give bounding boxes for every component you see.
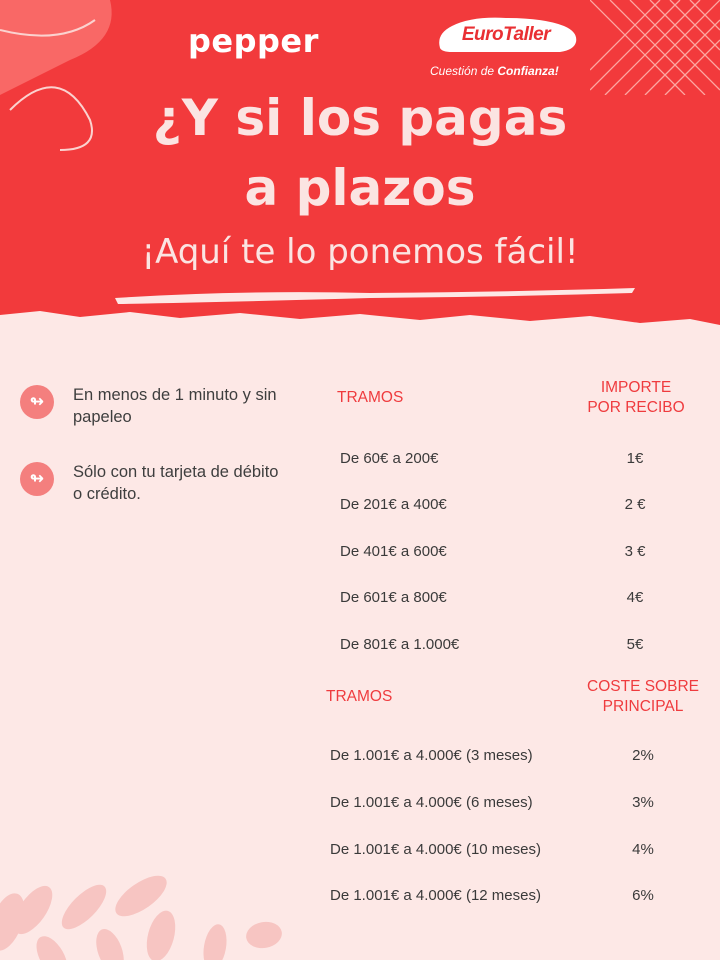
table2-header-coste: COSTE SOBRE PRINCIPAL	[587, 678, 699, 715]
table1-range: De 201€ a 400€	[340, 496, 447, 513]
decorative-petal	[91, 925, 129, 960]
eurotaller-logo	[432, 14, 580, 56]
table2-range: De 1.001€ a 4.000€ (3 meses)	[330, 747, 533, 764]
table1-value: 2 €	[624, 496, 646, 513]
arrow-hook-icon: ↬	[20, 385, 54, 419]
eurotaller-tagline: Cuestión de Confianza!	[430, 64, 559, 78]
table1-value: 3 €	[624, 543, 646, 560]
table1-value: 4€	[626, 589, 644, 606]
table1-range: De 801€ a 1.000€	[340, 636, 460, 653]
table2-header-tramos: TRAMOS	[326, 688, 393, 705]
decorative-petal	[30, 931, 74, 960]
table1-header-tramos: TRAMOS	[337, 389, 404, 406]
feature-text: Sólo con tu tarjeta de débito o crédito.	[73, 463, 279, 503]
table1-header-importe: IMPORTE POR RECIBO	[587, 379, 685, 416]
feature-item	[20, 461, 283, 505]
decorative-petal	[200, 922, 230, 960]
table2-range: De 1.001€ a 4.000€ (10 meses)	[330, 841, 541, 858]
decorative-petal	[55, 878, 113, 936]
torn-edge	[0, 285, 720, 330]
feature-text: En menos de 1 minuto y sin papeleo	[73, 386, 277, 426]
table2-value: 4%	[632, 841, 654, 858]
table2-range: De 1.001€ a 4.000€ (12 meses)	[330, 887, 541, 904]
pepper-logo: pepper	[188, 22, 319, 60]
eurotaller-logo-text: EuroTaller	[461, 24, 551, 45]
hero-banner	[0, 0, 720, 330]
table1-range: De 601€ a 800€	[340, 589, 447, 606]
table1-value: 1€	[626, 450, 644, 467]
table1-range: De 401€ a 600€	[340, 543, 447, 560]
hero-title-line1: ¿Y si los pagas	[152, 89, 568, 147]
feature-item	[20, 384, 283, 428]
decorative-grid	[590, 0, 720, 95]
table2-range: De 1.001€ a 4.000€ (6 meses)	[330, 794, 533, 811]
hero-title-line2: a plazos	[244, 159, 476, 217]
arrow-hook-icon: ↬	[20, 462, 54, 496]
hero-subtitle: ¡Aquí te lo ponemos fácil!	[141, 232, 579, 272]
decorative-petal	[142, 908, 181, 960]
table2-value: 3%	[632, 794, 654, 811]
table1-range: De 60€ a 200€	[340, 450, 439, 467]
table2-value: 6%	[632, 887, 654, 904]
table2-value: 2%	[632, 747, 654, 764]
decorative-petal	[244, 919, 284, 951]
table1-value: 5€	[626, 636, 644, 653]
